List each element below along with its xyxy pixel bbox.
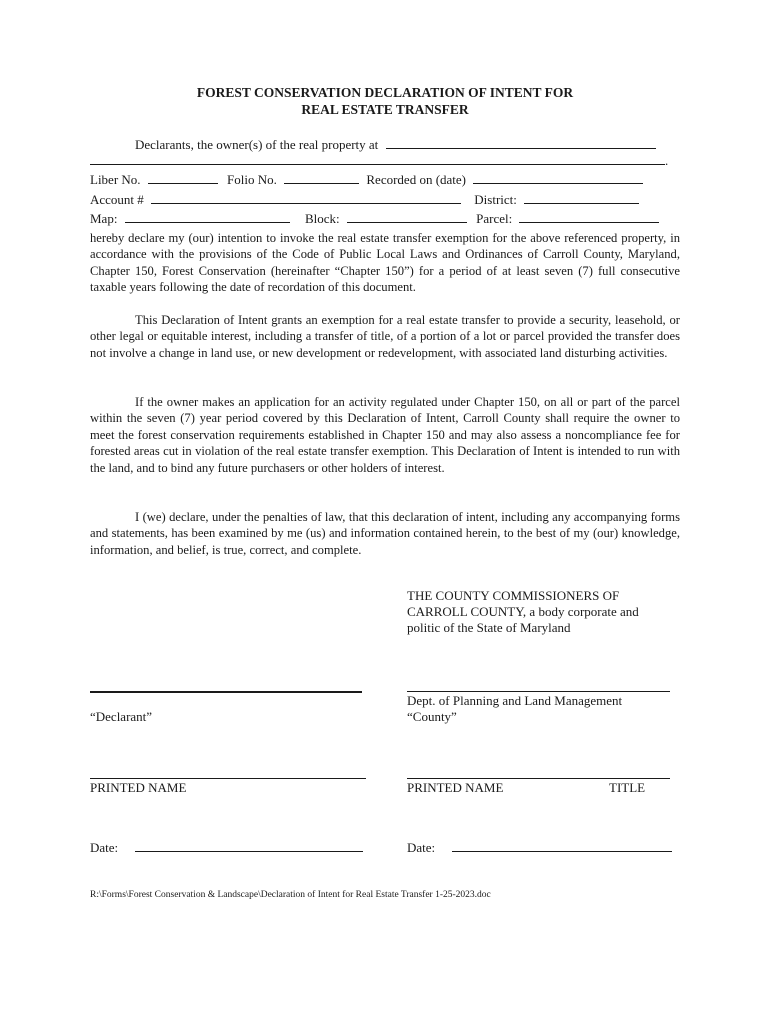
date-row-left bbox=[90, 840, 363, 856]
printed-name-right-label: PRINTED NAME bbox=[407, 780, 504, 795]
parcel-field[interactable] bbox=[519, 211, 659, 223]
address-period: . bbox=[665, 153, 669, 168]
block-label: Block: bbox=[304, 211, 340, 226]
dept-label: Dept. of Planning and Land Management bbox=[407, 693, 623, 708]
liber-field[interactable] bbox=[148, 172, 218, 184]
recorded-label: Recorded on (date) bbox=[366, 172, 467, 187]
footer-file-path: R:\Forms\Forest Conservation & Landscape\Declaration of Intent for Real Estate Transfer 1-25-2023.doc bbox=[90, 890, 491, 900]
account-label: Account # bbox=[90, 192, 144, 207]
recorded-date-field[interactable] bbox=[473, 172, 643, 184]
liber-folio-row bbox=[90, 172, 643, 188]
parcel-label: Parcel: bbox=[476, 211, 513, 226]
declarants-intro-text: Declarants, the owner(s) of the real property at bbox=[135, 137, 379, 152]
paragraph-exemption: This Declaration of Intent grants an exemption for a real estate transfer to provide a security, leasehold, or other legal or equitable interest, including a transfer of title, of a portion of a lot or parcel provided the transfer does not involve a change in land use, or new development or redevelopment, with associated land disturbing activities. bbox=[90, 313, 680, 360]
address-continuation-row bbox=[90, 153, 668, 169]
account-field[interactable] bbox=[151, 192, 461, 204]
county-label: “County” bbox=[407, 709, 457, 724]
county-printed-name-line[interactable] bbox=[407, 778, 670, 779]
district-field[interactable] bbox=[524, 192, 639, 204]
property-address-continued-field[interactable] bbox=[90, 153, 665, 165]
block-field[interactable] bbox=[347, 211, 467, 223]
map-block-parcel-row bbox=[90, 211, 659, 227]
printed-name-left-label: PRINTED NAME bbox=[90, 780, 187, 795]
county-signature-line[interactable] bbox=[407, 691, 670, 692]
county-block-line-1: THE COUNTY COMMISSIONERS OF bbox=[407, 588, 620, 603]
map-field[interactable] bbox=[125, 211, 290, 223]
map-label: Map: bbox=[90, 211, 118, 226]
account-district-row bbox=[90, 192, 639, 208]
paragraph-declaration: I (we) declare, under the penalties of law, that this declaration of intent, including any accompanying forms and statements, has been examined by me (us) and information contained herein, to the best of my (our) knowledge, information, and belief, is true, correct, and complete. bbox=[90, 510, 680, 557]
declarant-date-field[interactable] bbox=[135, 840, 363, 852]
date-right-label: Date: bbox=[407, 840, 436, 855]
county-block-line-2: CARROLL COUNTY, a body corporate and bbox=[407, 604, 639, 619]
paragraph-application: If the owner makes an application for an activity regulated under Chapter 150, on all or part of the parcel within the seven (7) year period covered by this Declaration of Intent, Carroll County shall require the owner to meet the forest conservation requirements established in Chapter 150 and may also assess a noncompliance fee for forested areas cut in violation of the real estate transfer exemption. This Declaration of Intent is intended to run with the land, and to bind any future purchasers or other holders of interest. bbox=[90, 395, 680, 475]
title-label: TITLE bbox=[609, 780, 646, 795]
date-left-label: Date: bbox=[90, 840, 119, 855]
document-title-line-2: REAL ESTATE TRANSFER bbox=[301, 102, 469, 117]
district-label: District: bbox=[474, 192, 517, 207]
declarants-row bbox=[135, 137, 656, 153]
county-block-line-3: politic of the State of Maryland bbox=[407, 620, 571, 635]
county-date-field[interactable] bbox=[452, 840, 672, 852]
declarant-label: “Declarant” bbox=[90, 709, 153, 724]
date-row-right bbox=[407, 840, 672, 856]
document-title-line-1: FOREST CONSERVATION DECLARATION OF INTENT FOR bbox=[196, 85, 574, 100]
liber-label: Liber No. bbox=[90, 172, 141, 187]
folio-field[interactable] bbox=[284, 172, 359, 184]
folio-label: Folio No. bbox=[227, 172, 277, 187]
declarant-printed-name-line[interactable] bbox=[90, 778, 366, 779]
property-address-field[interactable] bbox=[386, 137, 656, 149]
paragraph-intention: hereby declare my (our) intention to invoke the real estate transfer exemption for the above referenced property, in accordance with the provisions of the Code of Public Local Laws and Ordinances of Carroll County, Maryland, Chapter 150, Forest Conservation (hereinafter “Chapter 150”) for a period of at least seven (7) full consecutive taxable years following the date of recordation of this document. bbox=[90, 231, 680, 295]
declarant-signature-line[interactable] bbox=[90, 691, 362, 693]
